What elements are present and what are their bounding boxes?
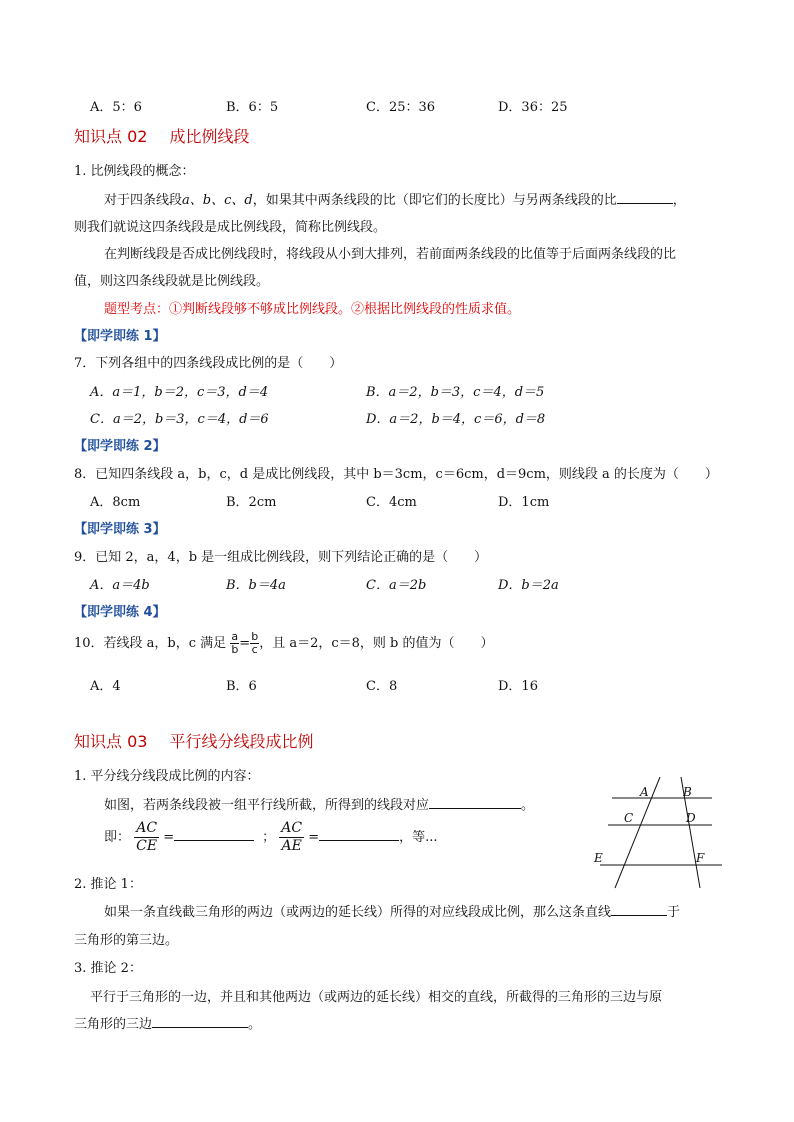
section-02-para1-line2: 则我们就说这四条线段是成比例线段，简称比例线段。: [74, 220, 387, 235]
practice-3-label: 【即学即练 3】: [74, 522, 166, 537]
point-label-c: C: [624, 811, 634, 825]
q8-option-b: B．2cm: [226, 495, 277, 510]
section-02-number: 知识点 02: [74, 127, 148, 146]
question-9: 9．已知 2，a，4，b 是一组成比例线段，则下列结论正确的是（ ）: [74, 550, 488, 565]
answer-blank: [319, 828, 399, 841]
q6-option-a: A．5：6: [90, 100, 142, 115]
section-03-item1-line: 如图，若两条线段被一组平行线所截，所得到的线段对应 。: [104, 798, 535, 813]
q8-option-c: C．4cm: [366, 495, 417, 510]
answer-blank: [617, 191, 673, 204]
q7-option-b: B．a＝2，b＝3，c＝4，d＝5: [366, 385, 545, 400]
q6-option-c: C．25：36: [366, 100, 436, 115]
exam-point-note: 题型考点：①判断线段够不够成比例线段。②根据比例线段的性质求值。: [104, 302, 521, 317]
section-03-item1-heading: 1. 平分线分线段成比例的内容：: [74, 769, 260, 784]
point-label-a: A: [640, 785, 649, 799]
q10-option-c: C．8: [366, 679, 398, 694]
answer-blank: [174, 828, 254, 841]
point-label-b: B: [683, 785, 692, 799]
section-03-title: [74, 729, 313, 752]
fraction-a-over-b: $\frac{a}{b}$: [231, 630, 239, 656]
section-03-item3-line2: 三角形的三边 。: [74, 1017, 262, 1032]
fraction-ac-over-ce: $\frac{AC}{CE}$: [136, 820, 158, 854]
q8-option-d: D．1cm: [498, 495, 550, 510]
section-03-item3-heading: 3. 推论 2：: [74, 961, 142, 976]
q10-option-d: D．16: [498, 679, 538, 694]
question-7: 7．下列各组中的四条线段成比例的是（ ）: [74, 356, 343, 371]
q10-option-a: A．4: [90, 679, 121, 694]
section-03-number: 知识点 03: [74, 732, 148, 751]
practice-2-label: 【即学即练 2】: [74, 439, 166, 454]
question-8: 8．已知四条线段 a，b，c，d 是成比例线段，其中 b＝3cm，c＝6cm，d＝9cm，则线段 a 的长度为（ ）: [74, 467, 718, 482]
fraction-b-over-c: $\frac{b}{c}$: [251, 630, 259, 656]
point-label-d: D: [686, 811, 696, 825]
proportion-formula: 即： $\frac{AC}{CE}$ = ； $\frac{AC}{AE}$ = ，等...: [104, 820, 438, 854]
parallel-lines-figure: [590, 775, 730, 890]
point-label-f: F: [696, 851, 705, 865]
q10-option-b: B．6: [226, 679, 257, 694]
q9-option-b: B．b＝4a: [226, 578, 286, 593]
section-02-para2-line1: 在判断线段是否成比例线段时，将线段从小到大排列，若前面两条线段的比值等于后面两条线段的比: [104, 247, 677, 262]
q9-option-d: D．b＝2a: [498, 578, 559, 593]
section-03-item2-heading: 2. 推论 1：: [74, 877, 142, 892]
q9-option-c: C．a＝2b: [366, 578, 427, 593]
answer-blank: [429, 796, 521, 809]
point-label-e: E: [594, 851, 603, 865]
question-10: 10．若线段 a，b，c 满足 $\frac{a}{b}$ = $\frac{b}{c}$ ，且 a＝2，c＝8，则 b 的值为（ ）: [74, 630, 494, 656]
answer-blank: [611, 903, 667, 916]
q7-option-a: A．a＝1，b＝2，c＝3，d＝4: [90, 385, 269, 400]
q7-option-c: C．a＝2，b＝3，c＝4，d＝6: [90, 412, 269, 427]
q6-option-d: D．36：25: [498, 100, 568, 115]
section-03-item2-line2: 三角形的第三边。: [74, 933, 179, 948]
answer-blank: [152, 1015, 248, 1028]
q7-option-d: D．a＝2，b＝4，c＝6，d＝8: [366, 412, 546, 427]
q9-option-a: A．a＝4b: [90, 578, 150, 593]
section-02-para1-line1: 对于四条线段a、b、c、d，如果其中两条线段的比（即它们的长度比）与另两条线段的比 ，: [104, 193, 686, 208]
section-02-item1-heading: 1. 比例线段的概念：: [74, 164, 195, 179]
section-02-para2-line2: 值，则这四条线段就是比例线段。: [74, 274, 270, 289]
q6-option-b: B．6：5: [226, 100, 279, 115]
section-03-item3-line1: 平行于三角形的一边，并且和其他两边（或两边的延长线）相交的直线，所截得的三角形的三边与原: [90, 990, 663, 1005]
section-02-title: [74, 124, 249, 147]
practice-4-label: 【即学即练 4】: [74, 605, 166, 620]
q8-option-a: A．8cm: [90, 495, 141, 510]
practice-1-label: 【即学即练 1】: [74, 329, 166, 344]
section-03-item2-line1: 如果一条直线截三角形的两边（或两边的延长线）所得的对应线段成比例，那么这条直线 于: [104, 905, 681, 920]
transversal-left: [615, 777, 660, 888]
fraction-ac-over-ae: $\frac{AC}{AE}$: [281, 820, 303, 854]
section-03-heading: 平行线分线段成比例: [169, 732, 314, 751]
section-02-heading: 成比例线段: [169, 127, 250, 146]
